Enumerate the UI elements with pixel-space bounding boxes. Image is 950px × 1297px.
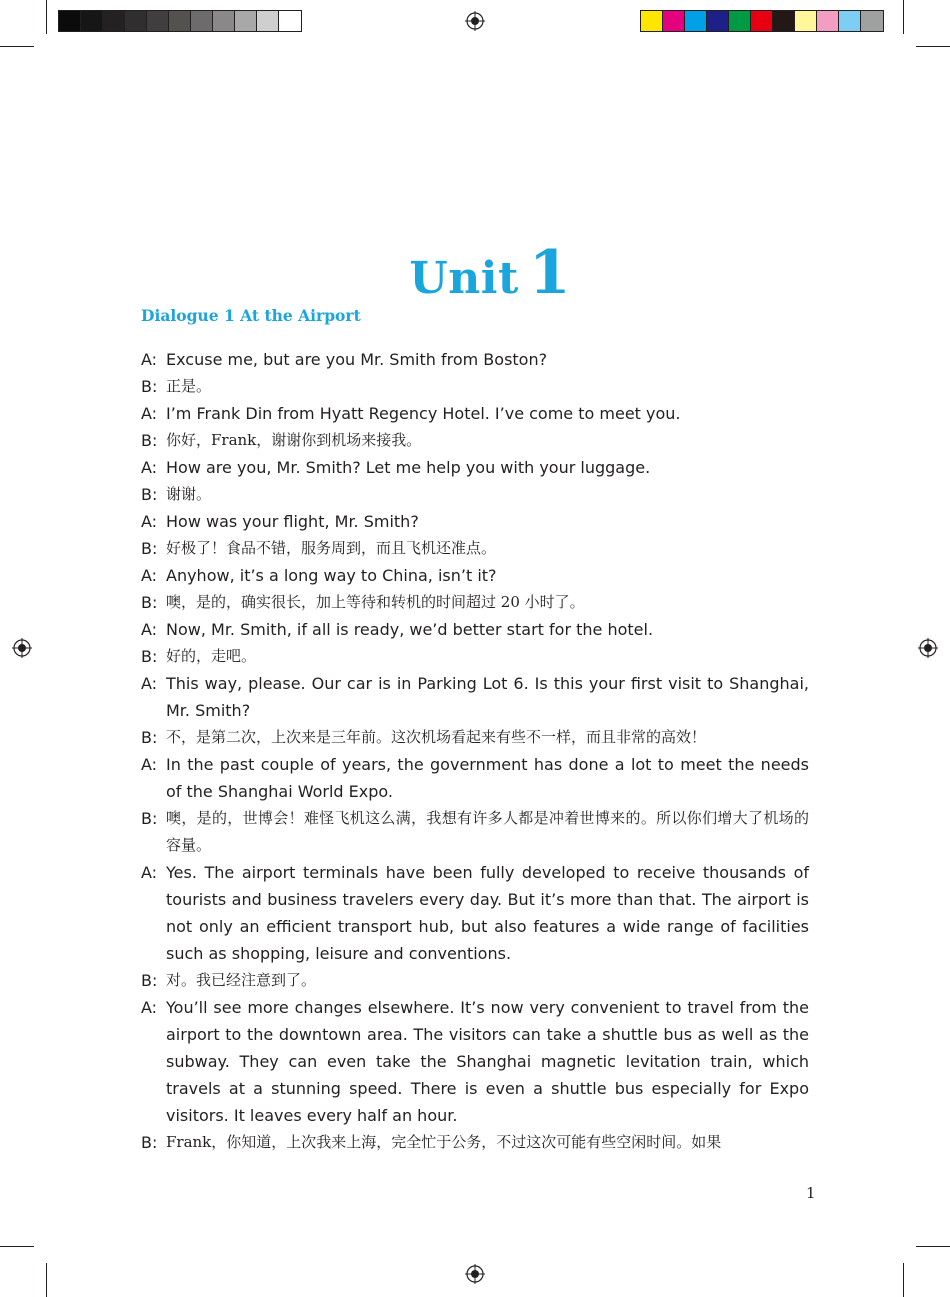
dialogue-text: 噢，是的，确实很长，加上等待和转机的时间超过 20 小时了。 [166, 593, 585, 611]
dialogue-line [141, 859, 809, 967]
dialogue-line [141, 400, 809, 427]
color-swatch [729, 11, 751, 31]
dialogue-text: 你好，Frank，谢谢你到机场来接我。 [166, 431, 422, 449]
dialogue-text: Now, Mr. Smith, if all is ready, we’d better start for the hotel. [166, 620, 654, 639]
color-swatch [103, 11, 125, 31]
dialogue-line [141, 1129, 809, 1156]
registration-mark-icon [918, 638, 938, 658]
dialogue-line [141, 508, 809, 535]
speaker-label: A: [141, 863, 158, 882]
speaker-label: B: [141, 728, 158, 747]
dialogue-line [141, 643, 809, 670]
dialogue-line [141, 481, 809, 508]
dialogue-text: I’m Frank Din from Hyatt Regency Hotel. I’ve come to meet you. [166, 404, 681, 423]
speaker-label: B: [141, 593, 158, 612]
speaker-label: A: [141, 674, 158, 693]
color-swatch [861, 11, 883, 31]
process-color-bar [640, 10, 884, 32]
speaker-label: A: [141, 620, 158, 639]
dialogue-line [141, 346, 809, 373]
crop-mark [46, 1263, 47, 1297]
color-swatch [773, 11, 795, 31]
dialogue-text: Yes. The airport terminals have been fully developed to receive thousands of tourists and business travelers every day. But it’s more than that. The airport is not only an efficient transport hub, but also features a wide range of facilities such as shopping, leisure and conventions. [166, 863, 809, 963]
color-swatch [641, 11, 663, 31]
speaker-label: A: [141, 458, 158, 477]
dialogue-line [141, 589, 809, 616]
dialogue-text: You’ll see more changes elsewhere. It’s now very convenient to travel from the airport to the downtown area. The visitors can take a shuttle bus as well as the subway. They can even take the Shanghai magnetic levitation train, which travels at a stunning speed. There is even a shuttle bus especially for Expo visitors. It leaves every half an hour. [166, 998, 809, 1125]
color-swatch [125, 11, 147, 31]
speaker-label: B: [141, 647, 158, 666]
registration-mark-icon [12, 638, 32, 658]
unit-heading [0, 238, 950, 308]
dialogue-text: Frank，你知道，上次我来上海，完全忙于公务，不过这次可能有些空闲时间。如果 [166, 1133, 722, 1151]
dialogue-line [141, 454, 809, 481]
color-swatch [685, 11, 707, 31]
color-swatch [147, 11, 169, 31]
registration-mark-icon [465, 1264, 485, 1284]
dialogue-line [141, 994, 809, 1129]
color-swatch [795, 11, 817, 31]
dialogue-text: 谢谢。 [166, 485, 212, 503]
unit-word: Unit [409, 253, 519, 304]
speaker-label: A: [141, 755, 158, 774]
dialogue-title: Dialogue 1 At the Airport [141, 306, 361, 325]
crop-mark [916, 46, 950, 47]
speaker-label: B: [141, 1133, 158, 1152]
dialogue-text: Anyhow, it’s a long way to China, isn’t it? [166, 566, 497, 585]
color-swatch [191, 11, 213, 31]
dialogue-line [141, 562, 809, 589]
dialogue-text: In the past couple of years, the government has done a lot to meet the needs of the Shanghai World Expo. [166, 755, 809, 801]
dialogue-text: 正是。 [166, 377, 212, 395]
color-swatch [279, 11, 301, 31]
page-number: 1 [806, 1184, 816, 1202]
color-swatch [59, 11, 81, 31]
speaker-label: B: [141, 539, 158, 558]
grayscale-color-bar [58, 10, 302, 32]
crop-mark [916, 1246, 950, 1247]
dialogue-text: 好极了！食品不错，服务周到，而且飞机还准点。 [166, 539, 497, 557]
speaker-label: A: [141, 998, 158, 1017]
crop-mark [903, 0, 904, 34]
speaker-label: B: [141, 431, 158, 450]
color-swatch [663, 11, 685, 31]
speaker-label: A: [141, 566, 158, 585]
color-swatch [751, 11, 773, 31]
speaker-label: A: [141, 350, 158, 369]
color-swatch [81, 11, 103, 31]
dialogue-line [141, 535, 809, 562]
dialogue-line [141, 616, 809, 643]
speaker-label: A: [141, 512, 158, 531]
color-swatch [817, 11, 839, 31]
registration-mark-icon [465, 11, 485, 31]
dialogue-line [141, 751, 809, 805]
unit-number: 1 [528, 238, 571, 308]
dialogue-line [141, 373, 809, 400]
color-swatch [839, 11, 861, 31]
dialogue-text: Excuse me, but are you Mr. Smith from Boston? [166, 350, 548, 369]
dialogue-line [141, 427, 809, 454]
speaker-label: A: [141, 404, 158, 423]
speaker-label: B: [141, 377, 158, 396]
dialogue-body [141, 346, 809, 1156]
color-swatch [169, 11, 191, 31]
dialogue-line [141, 670, 809, 724]
dialogue-text: 好的，走吧。 [166, 647, 257, 665]
dialogue-line [141, 967, 809, 994]
dialogue-text: 对。我已经注意到了。 [166, 971, 317, 989]
dialogue-text: How was your flight, Mr. Smith? [166, 512, 419, 531]
crop-mark [46, 0, 47, 34]
crop-mark [0, 1246, 34, 1247]
dialogue-text: 不，是第二次，上次来是三年前。这次机场看起来有些不一样，而且非常的高效！ [166, 728, 707, 746]
color-swatch [213, 11, 235, 31]
dialogue-text: How are you, Mr. Smith? Let me help you with your luggage. [166, 458, 651, 477]
color-swatch [707, 11, 729, 31]
dialogue-line [141, 724, 809, 751]
dialogue-line [141, 805, 809, 859]
speaker-label: B: [141, 971, 158, 990]
crop-mark [0, 46, 34, 47]
color-swatch [235, 11, 257, 31]
speaker-label: B: [141, 809, 158, 828]
crop-mark [903, 1263, 904, 1297]
speaker-label: B: [141, 485, 158, 504]
color-swatch [257, 11, 279, 31]
dialogue-text: 噢，是的，世博会！难怪飞机这么满，我想有许多人都是冲着世博来的。所以你们增大了机场的容量。 [166, 809, 809, 854]
dialogue-text: This way, please. Our car is in Parking Lot 6. Is this your first visit to Shanghai, Mr. Smith? [166, 674, 809, 720]
